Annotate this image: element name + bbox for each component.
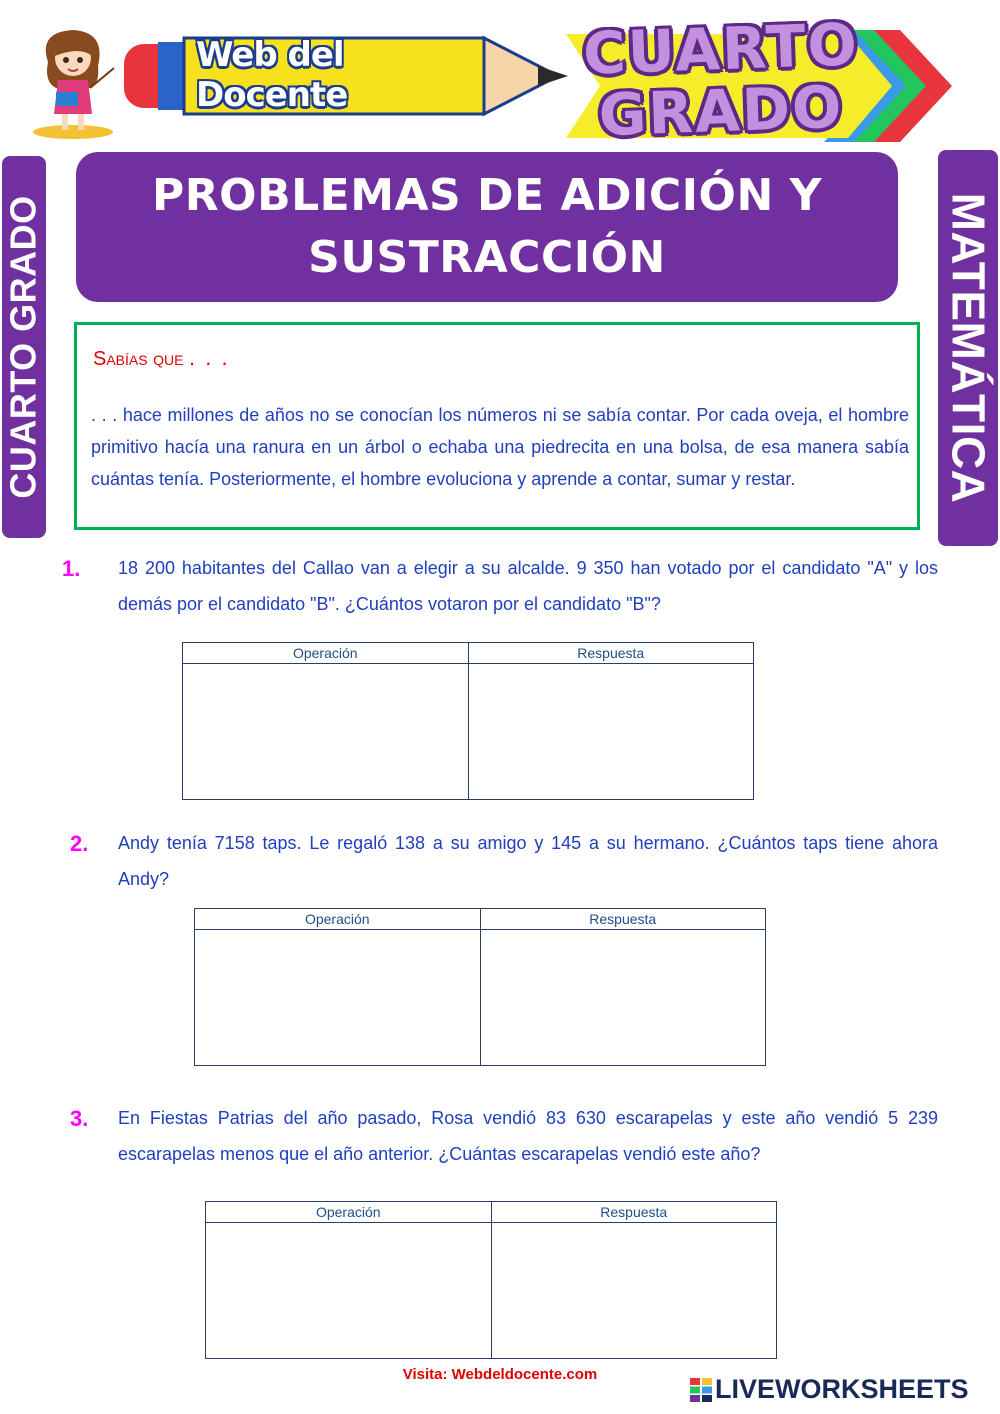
info-heading-dots: . . . bbox=[189, 345, 230, 370]
liveworksheets-logo bbox=[690, 1374, 969, 1405]
answer-header: Respuesta bbox=[480, 909, 766, 930]
work-table-3 bbox=[205, 1201, 777, 1359]
operation-header: Operación bbox=[183, 643, 469, 664]
title-banner bbox=[76, 152, 898, 302]
grade-badge bbox=[562, 10, 880, 150]
info-box bbox=[74, 322, 920, 530]
problem-text-2: Andy tenía 7158 taps. Le regaló 138 a su amigo y 145 a su hermano. ¿Cuántos taps tiene ahora Andy? bbox=[118, 833, 938, 889]
problem-number-3: 3. bbox=[70, 1106, 89, 1131]
liveworksheets-icon bbox=[690, 1378, 712, 1402]
problem-text-1: 18 200 habitantes del Callao van a elegir a su alcalde. 9 350 han votado por el candidato "A" y los demás por el candidato "B". ¿Cuántos votaron por el candidato "B"? bbox=[118, 558, 938, 614]
footer-link[interactable]: Visita: Webdeldocente.com bbox=[402, 1366, 598, 1383]
grade-line-1: CUARTO bbox=[582, 10, 860, 88]
page-title: PROBLEMAS DE ADICIÓN Y SUSTRACCIÓN bbox=[152, 170, 822, 283]
liveworksheets-text: LIVEWORKSHEETS bbox=[715, 1374, 969, 1404]
answer-cell[interactable] bbox=[468, 664, 754, 800]
grade-line-2: GRADO bbox=[597, 72, 845, 150]
side-label-grade-text: CUARTO GRADO bbox=[3, 195, 44, 499]
problem-text-3: En Fiestas Patrias del año pasado, Rosa vendió 83 630 escarapelas y este año vendió 5 239 escarapelas menos que el año anterior. ¿Cuántas escarapelas vendió este año? bbox=[118, 1108, 938, 1164]
operation-header: Operación bbox=[195, 909, 481, 930]
teacher-illustration bbox=[28, 22, 118, 140]
work-table-2 bbox=[194, 908, 766, 1066]
side-label-subject-text: MATEMÁTICA bbox=[942, 192, 995, 504]
answer-cell[interactable] bbox=[491, 1223, 777, 1359]
operation-header: Operación bbox=[206, 1202, 492, 1223]
answer-cell[interactable] bbox=[480, 930, 766, 1066]
side-label-subject bbox=[938, 150, 998, 546]
answer-header: Respuesta bbox=[491, 1202, 777, 1223]
work-table-1 bbox=[182, 642, 754, 800]
info-body: . . . hace millones de años no se conocían los números ni se sabía contar. Por cada oveja, el hombre primitivo hacía una ranura en un árbol o echaba una piedrecita en una bolsa, de esa manera sabía cuántas tenía. Posteriormente, el hombre evoluciona y aprende a contar, sumar y restar. bbox=[91, 405, 909, 489]
side-label-grade bbox=[2, 156, 46, 538]
info-heading bbox=[93, 345, 230, 371]
problem-number-2: 2. bbox=[70, 831, 89, 856]
operation-cell[interactable] bbox=[206, 1223, 492, 1359]
operation-cell[interactable] bbox=[195, 930, 481, 1066]
info-heading-text: Sabías que bbox=[93, 348, 184, 370]
answer-header: Respuesta bbox=[468, 643, 754, 664]
operation-cell[interactable] bbox=[183, 664, 469, 800]
logo-text: Web del Docente bbox=[196, 35, 348, 115]
problem-number-1: 1. bbox=[62, 556, 81, 581]
